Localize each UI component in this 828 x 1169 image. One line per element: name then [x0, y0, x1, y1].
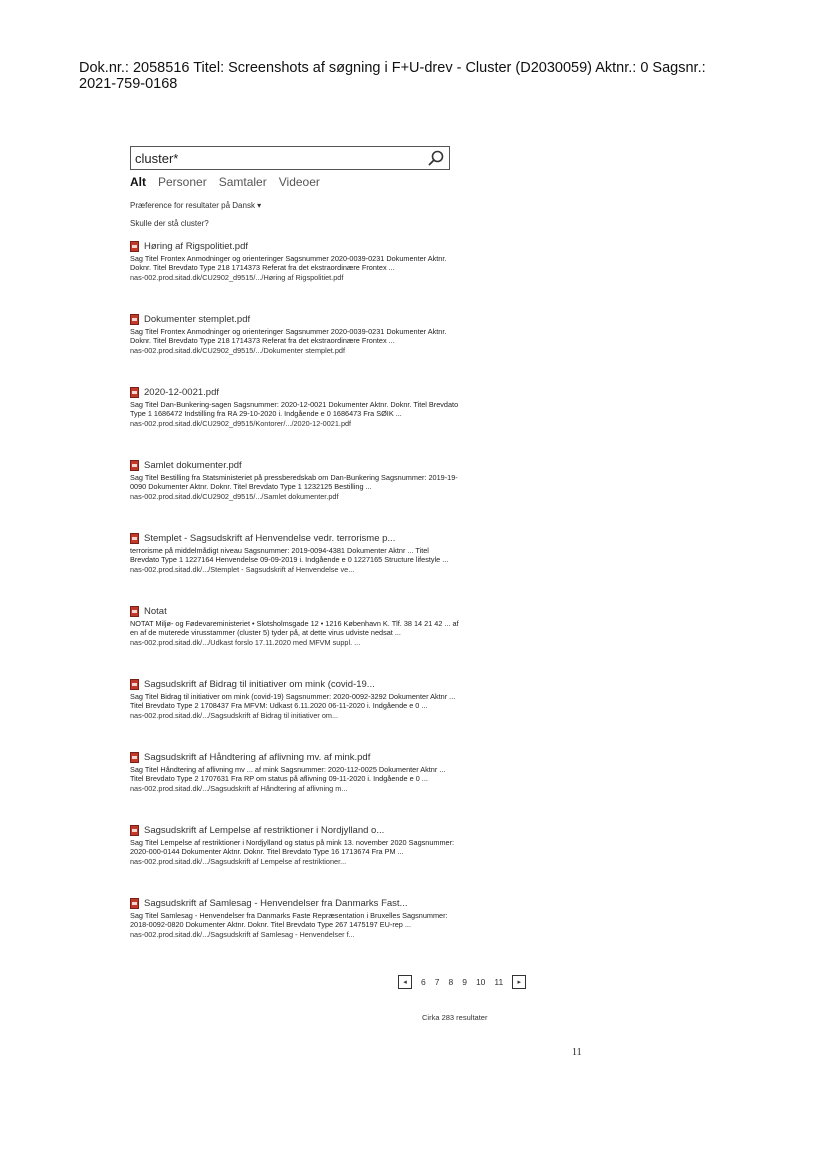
result-snippet: Sag Titel Frontex Anmodninger og orienteringer Sagsnummer 2020-0039-0231 Dokumenter Aktnr. Doknr. Titel Brevdato Type 218 1714373 Referat fra det ekstraordinære Frontex ... — [130, 327, 447, 345]
result-title-link[interactable] — [130, 386, 460, 399]
result-url[interactable]: nas-002.prod.sitad.dk/.../Sagsudskrift af Lempelse af restriktioner... — [130, 857, 347, 866]
result-snippet: Sag Titel Dan-Bunkering-sagen Sagsnummer: 2020-12-0021 Dokumenter Aktnr. Doknr. Titel Brevdato Type 1 1686472 Indstilling fra RA 29-10-2020 i. Indgående e 0 1686473 Fra SØIK ... — [130, 400, 459, 418]
pdf-file-icon — [130, 825, 139, 836]
pdf-file-icon — [130, 752, 139, 763]
result-url[interactable]: nas-002.prod.sitad.dk/CU2902_d9515/.../Dokumenter stemplet.pdf — [130, 346, 345, 355]
result-title-link[interactable] — [130, 459, 460, 472]
result-url[interactable]: nas-002.prod.sitad.dk/CU2902_d9515/.../Høring af Rigspolitiet.pdf — [130, 273, 344, 282]
result-title-link[interactable] — [130, 532, 460, 545]
page-link[interactable]: 9 — [462, 977, 467, 987]
result-item — [130, 897, 460, 970]
result-snippet: Sag Titel Lempelse af restriktioner i Nordjylland og status på mink 13. november 2020 Sagsnummer: 2020-000-0144 Dokumenter Aktnr. Doknr. Titel Brevdato Type 16 1713674 Fra PM ... — [130, 838, 455, 856]
result-snippet: Sag Titel Håndtering af aflivning mv ... af mink Sagsnummer: 2020-112-0025 Dokumenter Aktnr ... Titel Brevdato Type 2 1707631 Fra RP om status på aflivning 09-11-2020 i. Indgående e 0 ... — [130, 765, 446, 783]
previous-page-button[interactable]: ◂ — [398, 975, 412, 989]
spelling-suggestion[interactable]: Skulle der stå cluster? — [130, 219, 209, 228]
result-url[interactable]: nas-002.prod.sitad.dk/.../Udkast forslo 17.11.2020 med MFVM suppl. ... — [130, 638, 361, 647]
result-title[interactable]: Sagsudskrift af Håndtering af aflivning mv. af mink.pdf — [144, 752, 371, 763]
result-title[interactable]: Sagsudskrift af Bidrag til initiativer om mink (covid-19... — [144, 679, 375, 690]
tab-videoer[interactable]: Videoer — [278, 175, 320, 189]
pdf-file-icon — [130, 533, 139, 544]
document-header — [79, 60, 779, 92]
page-link[interactable]: 11 — [494, 977, 504, 987]
result-title[interactable]: Høring af Rigspolitiet.pdf — [144, 241, 249, 252]
search-area — [130, 146, 450, 228]
result-title[interactable]: Sagsudskrift af Lempelse af restriktioner i Nordjylland o... — [144, 825, 385, 836]
language-preference[interactable]: Præference for resultater på Dansk ▾ — [130, 201, 262, 210]
result-title[interactable]: Notat — [144, 606, 167, 617]
result-url[interactable]: nas-002.prod.sitad.dk/.../Stemplet - Sagsudskrift af Henvendelse ve... — [130, 565, 355, 574]
next-page-button[interactable]: ▸ — [512, 975, 526, 989]
result-snippet: Sag Titel Bestilling fra Statsministeriet på pressberedskab om Dan-Bunkering Sagsnummer: 2019-19-0090 Dokumenter Aktnr. Doknr. Titel Brevdato Type 1 1232125 Bestilling ... — [130, 473, 458, 491]
result-item — [130, 386, 460, 459]
pdf-file-icon — [130, 241, 139, 252]
result-item — [130, 605, 460, 678]
pdf-file-icon — [130, 606, 139, 617]
pdf-file-icon — [130, 314, 139, 325]
search-box — [130, 146, 450, 170]
result-snippet: Sag Titel Frontex Anmodninger og orienteringer Sagsnummer 2020-0039-0231 Dokumenter Aktnr. Doknr. Titel Brevdato Type 218 1714373 Referat fra det ekstraordinære Frontex ... — [130, 254, 447, 272]
tab-personer[interactable]: Personer — [158, 175, 207, 189]
result-item — [130, 459, 460, 532]
result-item — [130, 751, 460, 824]
search-input[interactable] — [135, 151, 427, 166]
pdf-file-icon — [130, 460, 139, 471]
document-header-line2: 2021-759-0168 — [79, 76, 178, 92]
result-title[interactable]: Sagsudskrift af Samlesag - Henvendelser fra Danmarks Fast... — [144, 898, 408, 909]
result-url[interactable]: nas-002.prod.sitad.dk/.../Sagsudskrift af Håndtering af aflivning m... — [130, 784, 348, 793]
result-count: Cirka 283 resultater — [422, 1013, 488, 1022]
pdf-file-icon — [130, 387, 139, 398]
result-title[interactable]: Dokumenter stemplet.pdf — [144, 314, 251, 325]
pdf-file-icon — [130, 679, 139, 690]
result-title[interactable]: Samlet dokumenter.pdf — [144, 460, 242, 471]
result-title-link[interactable] — [130, 605, 460, 618]
result-title-link[interactable] — [130, 897, 460, 910]
result-url[interactable]: nas-002.prod.sitad.dk/CU2902_d9515/.../Samlet dokumenter.pdf — [130, 492, 339, 501]
result-title[interactable]: 2020-12-0021.pdf — [144, 387, 220, 398]
result-title-link[interactable] — [130, 678, 460, 691]
result-item — [130, 824, 460, 897]
result-snippet: Sag Titel Bidrag til initiativer om mink (covid-19) Sagsnummer: 2020-0092-3292 Dokumenter Aktnr ... Titel Brevdato Type 2 1708437 Fra MFVM: Udkast 6.11.2020 06-11-2020 i. Indgående e 0 ... — [130, 692, 456, 710]
document-page-number: 11 — [572, 1047, 582, 1058]
result-snippet: NOTAT Miljø- og Fødevareministeriet • Slotsholmsgade 12 • 1216 København K. Tlf. 38 14 21 42 ... af en af de muterede virusstammer (cluster 5) tyder på, at dette virus udviste nedsat ... — [130, 619, 459, 637]
page-link[interactable]: 7 — [434, 977, 440, 987]
results-list — [130, 240, 460, 970]
result-url[interactable]: nas-002.prod.sitad.dk/.../Sagsudskrift af Samlesag - Henvendelser f... — [130, 930, 355, 939]
result-url[interactable]: nas-002.prod.sitad.dk/.../Sagsudskrift af Bidrag til initiativer om... — [130, 711, 339, 720]
page-link[interactable]: 8 — [448, 977, 454, 987]
tab-samtaler[interactable]: Samtaler — [218, 175, 267, 189]
result-item — [130, 240, 460, 313]
pagination — [398, 975, 526, 989]
tab-alt[interactable]: Alt — [130, 175, 146, 189]
result-title-link[interactable] — [130, 824, 460, 837]
search-tabs — [130, 175, 450, 189]
result-title[interactable]: Stemplet - Sagsudskrift af Henvendelse vedr. terrorisme p... — [144, 533, 396, 544]
result-title-link[interactable] — [130, 751, 460, 764]
pdf-file-icon — [130, 898, 139, 909]
magnifier-icon[interactable] — [427, 149, 445, 167]
document-header-line1: Dok.nr.: 2058516 Titel: Screenshots af søgning i F+U-drev - Cluster (D2030059) Aktnr.: 0 Sagsnr.: — [79, 60, 706, 76]
result-item — [130, 313, 460, 386]
result-title-link[interactable] — [130, 240, 460, 253]
result-snippet: terrorisme på middelmådigt niveau Sagsnummer: 2019-0094-4381 Dokumenter Aktnr ... Titel Brevdato Type 1 1227164 Henvendelse 09-09-2019 i. Indgående e 0 1227165 Structure lifestyle ... — [130, 546, 449, 564]
result-snippet: Sag Titel Samlesag - Henvendelser fra Danmarks Faste Repræsentation i Bruxelles Sagsnummer: 2018-0092-0820 Dokumenter Aktnr. Doknr. Titel Brevdato Type 267 1475197 EU-rep ... — [130, 911, 448, 929]
result-item — [130, 678, 460, 751]
result-item — [130, 532, 460, 605]
page-link[interactable]: 10 — [475, 977, 486, 987]
result-title-link[interactable] — [130, 313, 460, 326]
result-url[interactable]: nas-002.prod.sitad.dk/CU2902_d9515/Kontorer/.../2020-12-0021.pdf — [130, 419, 352, 428]
page-link[interactable]: 6 — [421, 977, 426, 987]
